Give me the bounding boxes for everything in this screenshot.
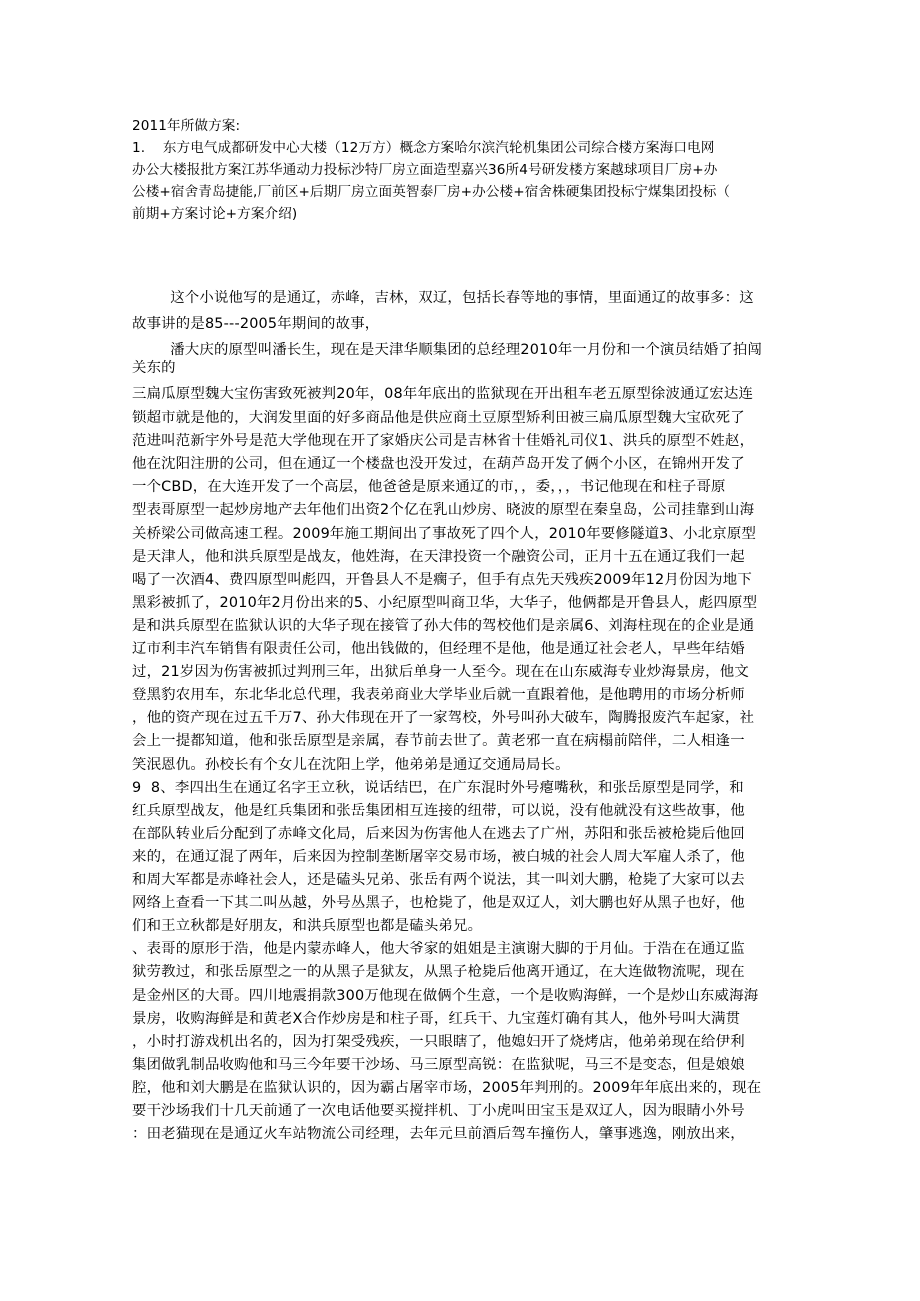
body-line: ：田老猫现在是通辽火车站物流公司经理，去年元旦前酒后驾车撞伤人，肇事逃逸，刚放出来， — [132, 1126, 745, 1142]
body-line: 三扁瓜原型魏大宝伤害致死被判20年，08年年底出的监狱现在开出租车老五原型徐波通辽宏达连 — [132, 386, 754, 402]
body-line: 黑彩被抓了，2010年2月份出来的5、小纪原型叫商卫华，大华子，他俩都是开鲁县人，彪四原型 — [132, 595, 758, 611]
body-line: 过，21岁因为伤害被抓过判刑三年，出狱后单身一人至今。现在在山东威海专业炒海景房，他文 — [132, 664, 749, 680]
body-line: 要干沙场我们十几天前通了一次电话他要买搅拌机、丁小虎叫田宝玉是双辽人，因为眼睛小外号 — [132, 1103, 745, 1119]
body-line: 集团做乳制品收购他和马三今年要干沙场、马三原型高锐：在监狱呢，马三不是变态，但是娘娘 — [132, 1057, 745, 1073]
section-heading: 2011年所做方案: — [132, 118, 241, 134]
list-item-line: 前期+方案讨论+方案介绍) — [132, 206, 298, 222]
body-line: 一个CBD，在大连开发了一个高层，他爸爸是原来通辽的市，，委，，，书记他现在和柱子哥原 — [132, 479, 726, 495]
body-line: 9 8、李四出生在通辽名字王立秋，说话结巴，在广东混时外号瘪嘴秋，和张岳原型是同学，和 — [132, 780, 744, 796]
body-line: 是和洪兵原型在监狱认识的大华子现在接管了孙大伟的驾校他们是亲属6、刘海柱现在的企业是通 — [132, 618, 755, 634]
body-line: ，小时打游戏机出名的，因为打架受残疾，一只眼瞎了，他媳妇开了烧烤店，他弟弟现在给伊利 — [132, 1034, 745, 1050]
body-line: 笑泯恩仇。孙校长有个女儿在沈阳上学，他弟弟是通辽交通局局长。 — [132, 757, 570, 773]
body-line: 他在沈阳注册的公司，但在通辽一个楼盘也没开发过，在葫芦岛开发了俩个小区，在锦州开发了 — [132, 456, 745, 472]
body-line: 关桥梁公司做高速工程。2009年施工期间出了事故死了四个人，2010年要修隧道3、小北京原型 — [132, 526, 757, 542]
body-line: 红兵原型战友，他是红兵集团和张岳集团相互连接的纽带，可以说，没有他就没有这些故事，他 — [132, 803, 745, 819]
body-line: 登黑豹农用车，东北华北总代理，我表弟商业大学毕业后就一直跟着他，是他聘用的市场分析师 — [132, 687, 745, 703]
body-line: 在部队转业后分配到了赤峰文化局，后来因为伤害他人在逃去了广州，苏阳和张岳被枪毙后他回 — [132, 826, 745, 842]
body-line: 锁超市就是他的，大润发里面的好多商品他是供应商土豆原型矫利田被三扁瓜原型魏大宝砍死了 — [132, 410, 745, 426]
body-line: 网络上查看一下其二叫丛越，外号丛黑子，也枪毙了，他是双辽人，刘大鹏也好从黑子也好，他 — [132, 895, 745, 911]
body-line: 会上一提都知道，他和张岳原型是亲属，春节前去世了。黄老邪一直在病榻前陪伴，二人相逢一 — [132, 733, 745, 749]
body-line: 狱劳教过，和张岳原型之一的从黑子是狱友，从黑子枪毙后他离开通辽，在大连做物流呢，现在 — [132, 964, 745, 980]
body-line: 是天津人，他和洪兵原型是战友，他姓海，在天津投资一个融资公司，正月十五在通辽我们一起 — [132, 549, 745, 565]
body-line: 故事讲的是85---2005年期间的故事， — [132, 316, 380, 332]
body-line: 、表哥的原形于浩，他是内蒙赤峰人，他大爷家的姐姐是主演谢大脚的于月仙。于浩在在通辽监 — [132, 941, 745, 957]
body-line: 辽市利丰汽车销售有限责任公司，他出钱做的，但经理不是他，他是通辽社会老人，早些年结婚 — [132, 641, 745, 657]
list-item-line: 1. 东方电气成都研发中心大楼（12万方）概念方案哈尔滨汽轮机集团公司综合楼方案海口电网 — [132, 140, 715, 156]
list-item-line: 办公大楼报批方案江苏华通动力投标沙特厂房立面造型嘉兴36所4号研发楼方案越球项目厂房+办 — [132, 162, 718, 178]
body-line: 潘大庆的原型叫潘长生，现在是天津华顺集团的总经理2010年一月份和一个演员结婚了拍闯 — [132, 342, 763, 358]
body-line: 是金州区的大哥。四川地震捐款300万他现在做俩个生意，一个是收购海鲜，一个是炒山东威海海 — [132, 988, 759, 1004]
body-line: 来的，在通辽混了两年，后来因为控制垄断屠宰交易市场，被白城的社会人周大军雇人杀了，他 — [132, 849, 745, 865]
body-line: 们和王立秋都是好朋友，和洪兵原型也都是磕头弟兄。 — [132, 918, 483, 934]
body-line: 型表哥原型一起炒房地产去年他们出资2个亿在乳山炒房、晓波的原型在秦皇岛，公司挂靠到山海 — [132, 502, 755, 518]
body-line: 喝了一次酒4、费四原型叫彪四，开鲁县人不是瘸子，但手有点先天残疾2009年12月份因为地下 — [132, 572, 752, 588]
body-line: 腔，他和刘大鹏是在监狱认识的，因为霸占屠宰市场，2005年判刑的。2009年年底出来的，现在 — [132, 1080, 762, 1096]
list-item-line: 公楼+宿舍青岛捷能,厂前区+后期厂房立面英智泰厂房+办公楼+宿舍株硬集团投标宁煤集团投标（ — [132, 184, 731, 200]
body-line: 和周大军都是赤峰社会人，还是磕头兄弟、张岳有两个说法，其一叫刘大鹏，枪毙了大家可以去 — [132, 872, 745, 888]
body-line: ，他的资产现在过五千万7、孙大伟现在开了一家驾校，外号叫孙大破车，陶腾报废汽车起家，社 — [132, 710, 755, 726]
body-line: 这个小说他写的是通辽，赤峰，吉林，双辽，包括长春等地的事情，里面通辽的故事多：这 — [132, 290, 754, 306]
body-line: 景房，收购海鲜是和黄老X合作炒房是和柱子哥，红兵干、九宝莲灯确有其人，他外号叫大满贯 — [132, 1011, 741, 1027]
body-line: 范进叫范新宇外号是范大学他现在开了家婚庆公司是吉林省十佳婚礼司仪1、洪兵的原型不姓赵， — [132, 433, 755, 449]
body-line: 关东的 — [132, 360, 176, 376]
